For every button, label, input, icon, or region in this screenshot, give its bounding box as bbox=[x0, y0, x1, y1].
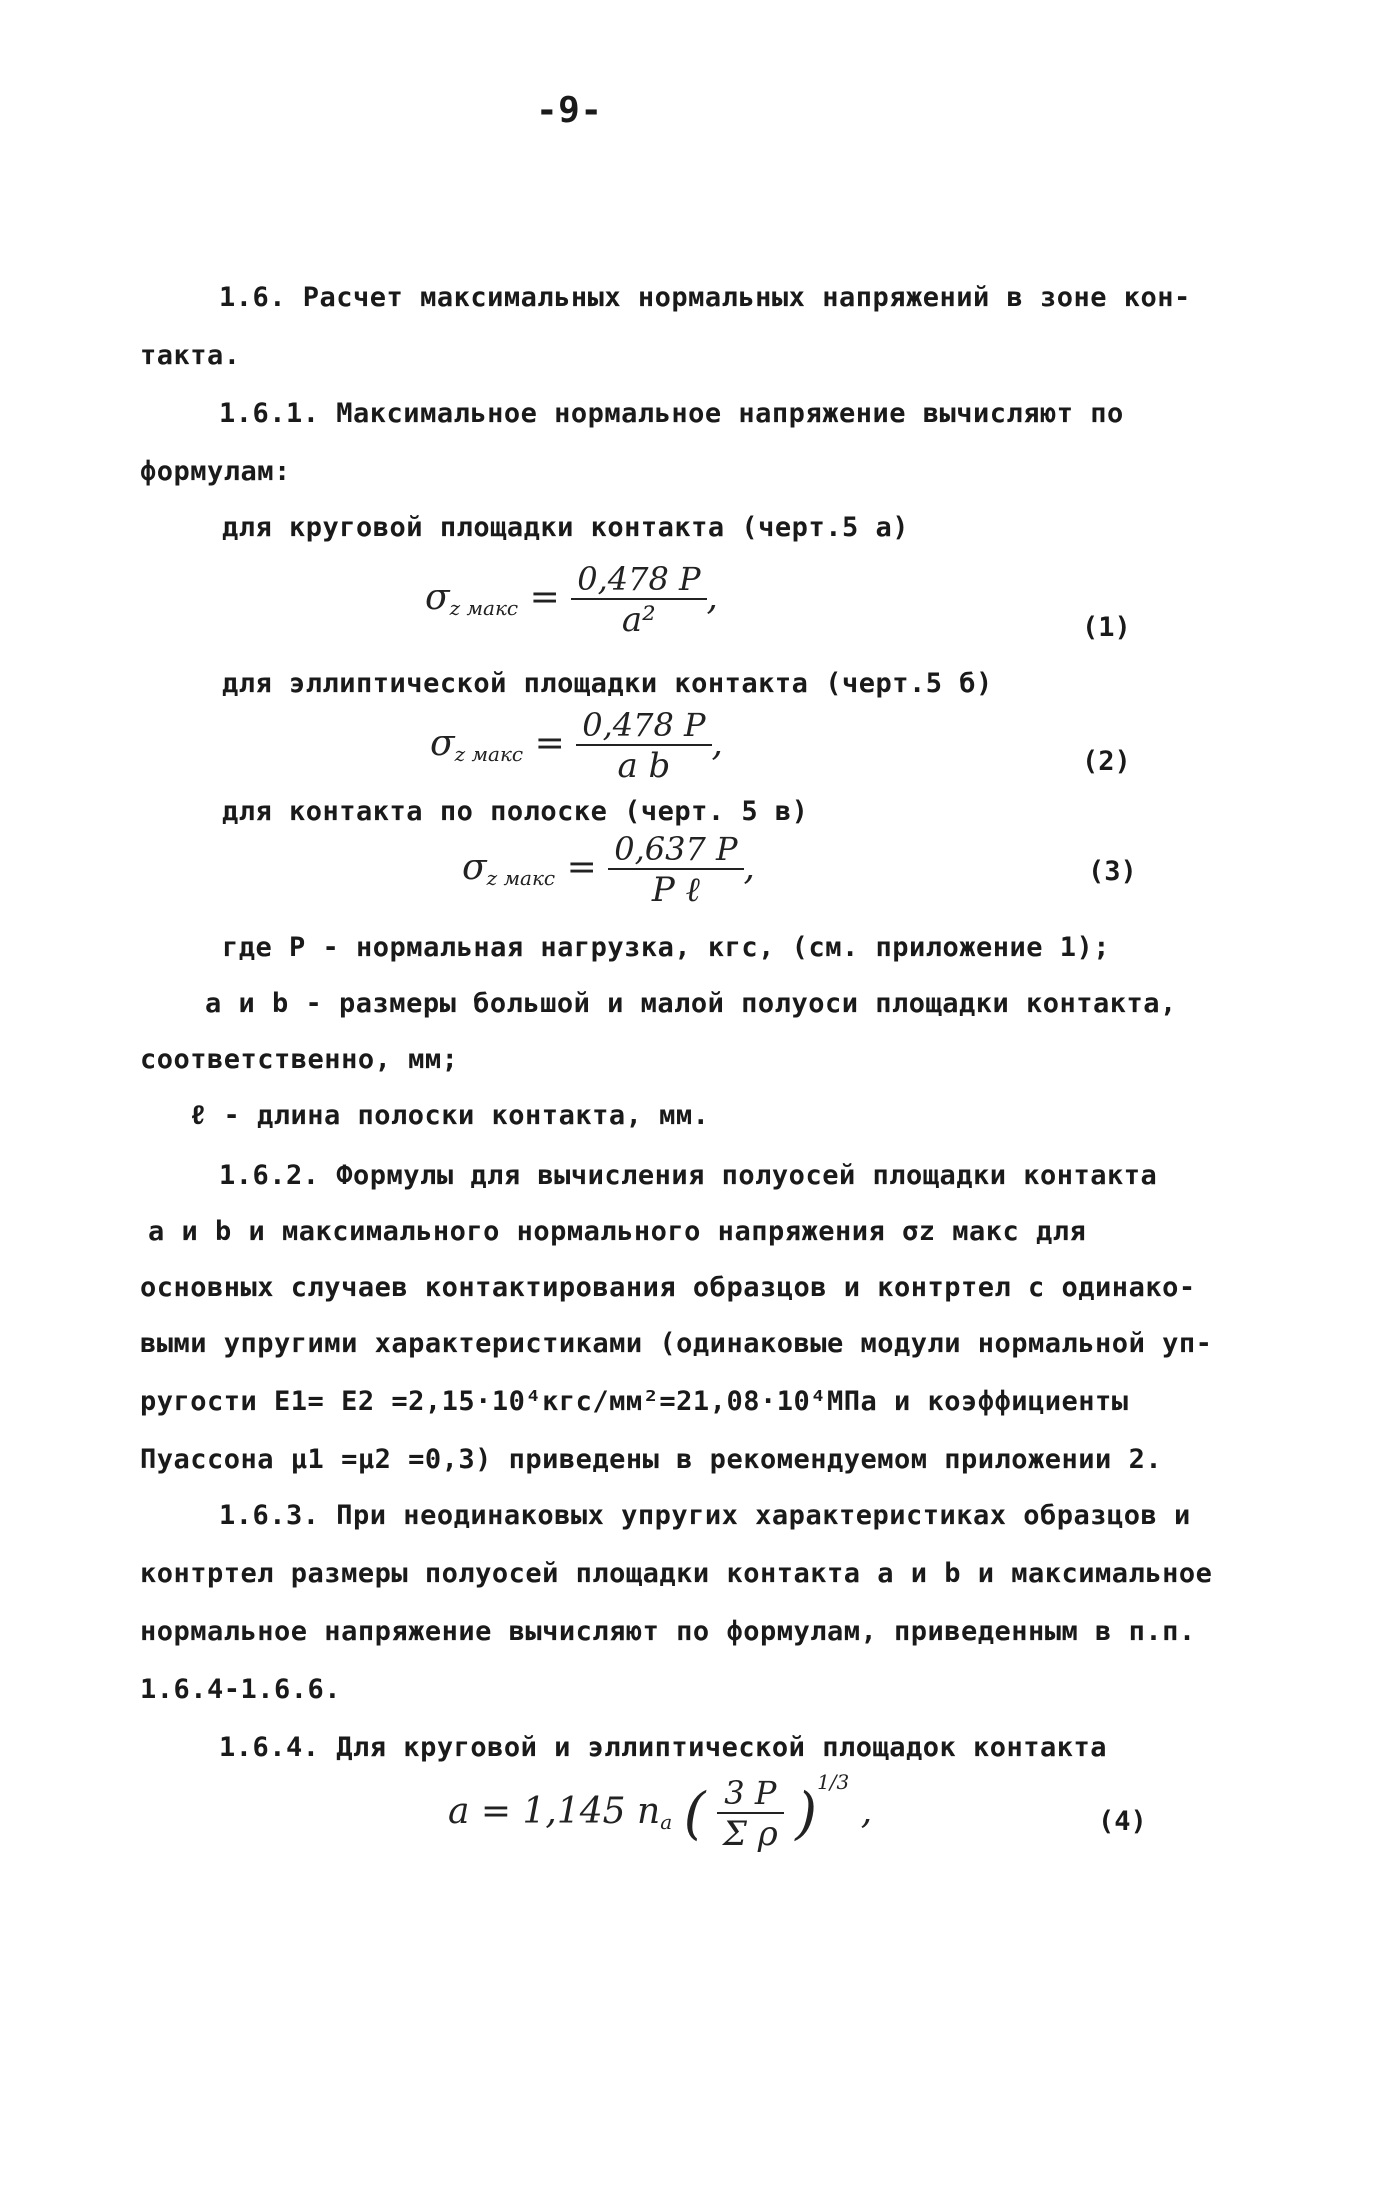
formula-3-tail: , bbox=[743, 847, 755, 888]
formula-1-number: (1) bbox=[1082, 612, 1131, 643]
formula-4-paren-close: ) bbox=[795, 1781, 818, 1847]
formula-4-lhs-sub: a bbox=[660, 1810, 673, 1834]
formula-1-tail: , bbox=[706, 577, 718, 618]
paragraph-1-6-2-line1: 1.6.2. Формулы для вычисления полуосей площадки контакта bbox=[219, 1160, 1158, 1191]
formula-1-lhs: σ bbox=[425, 577, 450, 618]
formula-1-lhs-sub: z макс bbox=[449, 596, 519, 620]
formula-4-denominator: Σ ρ bbox=[722, 1814, 778, 1854]
formula-3-number: (3) bbox=[1088, 856, 1137, 887]
formula-3-numerator: 0,637 P bbox=[608, 830, 743, 870]
definition-p: где P - нормальная нагрузка, кгс, (см. приложение 1); bbox=[222, 932, 1111, 963]
formula-2-numerator: 0,478 P bbox=[576, 706, 711, 746]
formula-3 bbox=[462, 830, 755, 910]
formula-3-lhs-sub: z макс bbox=[486, 866, 556, 890]
paragraph-1-6-3-line2: контртел размеры полуосей площадки контакта a и b и максимальное bbox=[140, 1558, 1213, 1589]
formula-1-fraction bbox=[571, 560, 706, 640]
paragraph-1-6-2-line4: выми упругими характеристиками (одинаковые модули нормальной уп- bbox=[140, 1328, 1213, 1359]
formula-4-numerator: 3 P bbox=[717, 1774, 784, 1814]
formula-3-lhs: σ bbox=[462, 847, 487, 888]
formula-2 bbox=[430, 706, 723, 786]
formula-1-denominator: a² bbox=[621, 600, 656, 640]
section-heading-line1: 1.6. Расчет максимальных нормальных напряжений в зоне кон- bbox=[219, 282, 1191, 313]
formula-2-denominator: a b bbox=[617, 746, 671, 786]
formula-1-eq: = bbox=[529, 577, 560, 618]
formula-2-fraction bbox=[576, 706, 711, 786]
formula-4-exponent: 1/3 bbox=[817, 1770, 850, 1794]
page-number: -9- bbox=[536, 90, 603, 131]
formula-4-number: (4) bbox=[1098, 1806, 1147, 1837]
paragraph-1-6-3-line3: нормальное напряжение вычисляют по формулам, приведенным в п.п. bbox=[140, 1616, 1196, 1647]
formula-4-lhs: a = 1,145 n bbox=[448, 1791, 661, 1832]
formula-2-tail: , bbox=[711, 723, 723, 764]
formula-3-denominator: P ℓ bbox=[651, 870, 700, 910]
paragraph-1-6-4-line1: 1.6.4. Для круговой и эллиптической площадок контакта bbox=[219, 1732, 1108, 1763]
formula-4-tail: , bbox=[860, 1791, 873, 1832]
paragraph-1-6-2-line3: основных случаев контактирования образцов и контртел с одинако- bbox=[140, 1272, 1196, 1303]
definition-ab-line1: a и b - размеры большой и малой полуоси площадки контакта, bbox=[205, 988, 1177, 1019]
case-elliptical-label: для эллиптической площадки контакта (черт.5 б) bbox=[222, 668, 993, 699]
formula-2-lhs-sub: z макс bbox=[454, 742, 524, 766]
paragraph-1-6-3-line4: 1.6.4-1.6.6. bbox=[140, 1674, 342, 1705]
case-strip-label: для контакта по полоске (черт. 5 в) bbox=[222, 796, 809, 827]
paragraph-1-6-2-line5: ругости E1= E2 =2,15·10⁴кгс/мм²=21,08·10⁴МПа и коэффициенты bbox=[140, 1386, 1129, 1417]
formula-4-fraction bbox=[717, 1774, 784, 1854]
case-circular-label: для круговой площадки контакта (черт.5 а) bbox=[222, 512, 909, 543]
formula-2-lhs: σ bbox=[430, 723, 455, 764]
paragraph-1-6-2-line2: a и b и максимального нормального напряжения σz макс для bbox=[148, 1216, 1087, 1247]
paragraph-1-6-1-line1: 1.6.1. Максимальное нормальное напряжение вычисляют по bbox=[219, 398, 1124, 429]
formula-2-number: (2) bbox=[1082, 746, 1131, 777]
formula-3-eq: = bbox=[566, 847, 597, 888]
formula-4-paren-open: ( bbox=[683, 1781, 706, 1847]
definition-ab-line2: соответственно, мм; bbox=[140, 1044, 459, 1075]
formula-3-fraction bbox=[608, 830, 743, 910]
section-heading-line2: такта. bbox=[140, 340, 241, 371]
formula-4 bbox=[448, 1770, 872, 1854]
definition-l: ℓ - длина полоски контакта, мм. bbox=[190, 1100, 710, 1131]
paragraph-1-6-2-line6: Пуассона μ1 =μ2 =0,3) приведены в рекомендуемом приложении 2. bbox=[140, 1444, 1163, 1475]
formula-1 bbox=[425, 560, 718, 640]
paragraph-1-6-1-line2: формулам: bbox=[140, 456, 291, 487]
formula-1-numerator: 0,478 P bbox=[571, 560, 706, 600]
formula-2-eq: = bbox=[534, 723, 565, 764]
paragraph-1-6-3-line1: 1.6.3. При неодинаковых упругих характеристиках образцов и bbox=[219, 1500, 1191, 1531]
